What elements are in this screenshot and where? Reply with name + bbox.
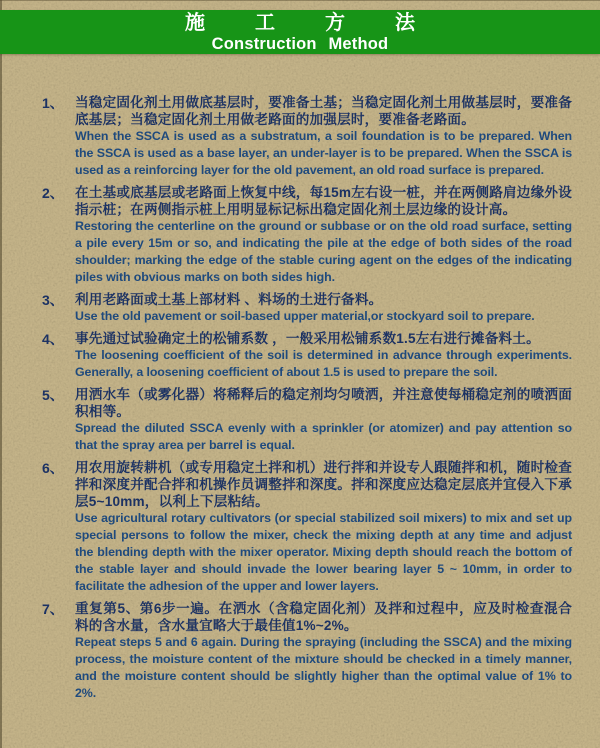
step-item-4 xyxy=(42,330,572,381)
step-english-text: Restoring the centerline on the ground or subbase or on the old road surface, setting a pile every 15m or so, and indicating the pile at the edge of both sides of the road shoulder; marking the edge of the stable curing agent on the edges of the indicating piles with obvious marks on both sides high. xyxy=(75,219,572,284)
step-texts xyxy=(75,386,572,454)
step-english-text: The loosening coefficient of the soil is determined in advance through experiments. Generally, a loosening coefficient of about 1.5 is used to prepare the soil. xyxy=(75,348,572,379)
step-item-2 xyxy=(42,184,572,286)
page-left-edge xyxy=(0,0,2,748)
step-item-3 xyxy=(42,291,572,325)
step-english-text: Spread the diluted SSCA evenly with a sprinkler (or atomizer) and pay attention so that the spray area per barrel is equal. xyxy=(75,421,572,452)
page-top-edge xyxy=(0,0,600,1)
step-english-text: Use agricultural rotary cultivators (or special stabilized soil mixers) to mix and set up special persons to follow the mixer, check the mixing depth at any time and adjust the blending depth with the mixer operator. Mixing depth should reach the bottom of the stable layer and should invade the lower bearing layer 5 ~ 10mm, in order to facilitate the adhesion of the upper and lower layers. xyxy=(75,511,572,593)
step-texts xyxy=(75,291,572,325)
step-english-text: When the SSCA is used as a substratum, a soil foundation is to be prepared. When the SSCA is used as a base layer, an under-layer is to be prepared. When the SSCA is used as a reinforcing layer for the old pavement, an old road surface is prepared. xyxy=(75,129,572,177)
step-texts xyxy=(75,600,572,702)
step-number: 2、 xyxy=(42,185,64,201)
step-english-text: Repeat steps 5 and 6 again. During the spraying (including the SSCA) and the mixing process, the moisture content of the mixture should be checked in a timely manner, and the moisture content should be slightly higher than the optimal value of 1% to 2%. xyxy=(75,635,572,700)
step-chinese-text: 重复第5、第6步一遍。在洒水（含稳定固化剂）及拌和过程中，应及时检查混合料的含水量，含水量宜略大于最佳值1%~2%。 xyxy=(75,601,572,633)
construction-steps-list xyxy=(42,94,572,707)
step-chinese-text: 当稳定固化剂土用做底基层时，要准备土基；当稳定固化剂土用做基层时，要准备底基层；当稳定固化剂土用做老路面的加强层时，要准备老路面。 xyxy=(75,95,572,127)
page-title-english: Construction Method xyxy=(211,34,389,53)
page-title-chinese: 施工方法 xyxy=(185,11,465,34)
step-chinese-text: 用洒水车（或雾化器）将稀释后的稳定剂均匀喷洒，并注意使每桶稳定剂的喷洒面积相等。 xyxy=(75,387,572,419)
step-item-7 xyxy=(42,600,572,702)
title-banner xyxy=(0,10,600,54)
step-chinese-text: 用农用旋转耕机（或专用稳定土拌和机）进行拌和并设专人跟随拌和机，随时检查拌和深度并配合拌和机操作员调整拌和深度。拌和深度应达稳定层底并宜侵入下承层5~10mm，以利上下层粘结。 xyxy=(75,460,572,509)
step-item-5 xyxy=(42,386,572,454)
step-chinese-text: 在土基或底基层或老路面上恢复中线，每15m左右设一桩，并在两侧路肩边缘外设指示桩；在两侧指示桩上用明显标记标出稳定固化剂土层边缘的设计高。 xyxy=(75,185,572,217)
step-english-text: Use the old pavement or soil-based upper material,or stockyard soil to prepare. xyxy=(75,309,535,323)
step-number: 7、 xyxy=(42,601,64,617)
step-number: 3、 xyxy=(42,292,64,308)
step-texts xyxy=(75,330,572,381)
step-number: 4、 xyxy=(42,331,64,347)
step-chinese-text: 事先通过试验确定土的松铺系数 ，一般采用松铺系数1.5左右进行摊备料土。 xyxy=(75,331,540,346)
step-chinese-text: 利用老路面或土基上部材料 、料场的土进行备料。 xyxy=(75,292,383,307)
step-item-1 xyxy=(42,94,572,179)
step-item-6 xyxy=(42,459,572,595)
step-texts xyxy=(75,459,572,595)
step-number: 6、 xyxy=(42,460,64,476)
step-texts xyxy=(75,94,572,179)
step-number: 1、 xyxy=(42,95,64,111)
step-texts xyxy=(75,184,572,286)
step-number: 5、 xyxy=(42,387,64,403)
